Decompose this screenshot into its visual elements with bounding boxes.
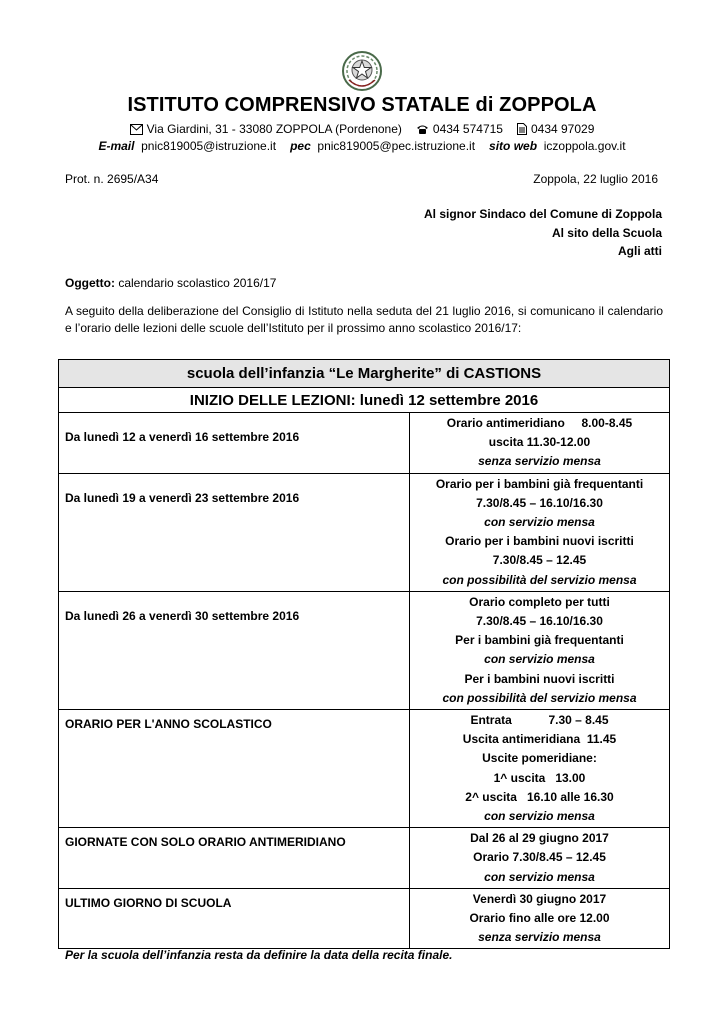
hours-line: con possibilità del servizio mensa xyxy=(442,572,637,587)
recipient: Al signor Sindaco del Comune di Zoppola xyxy=(423,207,662,221)
hours-line: 2^ uscita 16.10 alle 16.30 xyxy=(465,789,614,804)
school-title: ISTITUTO COMPRENSIVO STATALE di ZOPPOLA xyxy=(127,94,597,116)
envelope-icon xyxy=(130,124,143,135)
email-link[interactable]: pnic819005@istruzione.it xyxy=(141,139,277,153)
fax-icon xyxy=(517,123,527,135)
period-cell xyxy=(59,828,410,889)
hours-line: Venerdì 30 giugno 2017 xyxy=(472,891,607,906)
hours-line: senza servizio mensa xyxy=(478,454,601,469)
web-label: sito web xyxy=(489,139,538,153)
hours-line: con possibilità del servizio mensa xyxy=(442,690,637,705)
contact-line-online xyxy=(0,139,724,153)
hours-line: uscita 11.30-12.00 xyxy=(488,435,591,450)
pec-link[interactable]: pnic819005@pec.istruzione.it xyxy=(317,139,476,153)
hours-line: senza servizio mensa xyxy=(478,930,601,945)
recipients-block xyxy=(424,205,662,261)
table-row xyxy=(59,888,670,949)
period-label: Da lunedì 26 a venerdì 30 settembre 2016 xyxy=(65,608,300,623)
contact-line-address xyxy=(0,122,724,136)
school-name-row xyxy=(59,360,670,388)
fax-text: 0434 97029 xyxy=(530,122,595,136)
hours-line: 7.30/8.45 – 16.10/16.30 xyxy=(476,614,603,629)
hours-cell xyxy=(410,828,670,889)
hours-line: Orario per i bambini già frequentanti xyxy=(435,476,644,491)
start-date: INIZIO DELLE LEZIONI: lunedì 12 settembre 2016 xyxy=(59,388,670,413)
table-row xyxy=(59,473,670,591)
emblem-icon xyxy=(341,50,383,92)
hours-line: Per i bambini già frequentanti xyxy=(455,633,624,648)
email-label: E-mail xyxy=(98,139,135,153)
hours-line: 7.30/8.45 – 12.45 xyxy=(492,553,587,568)
hours-line: 7.30/8.45 – 16.10/16.30 xyxy=(476,495,603,510)
period-label: ORARIO PER L'ANNO SCOLASTICO xyxy=(65,717,272,732)
hours-line: 1^ uscita 13.00 xyxy=(493,770,586,785)
hours-line: Entrata 7.30 – 8.45 xyxy=(470,713,609,728)
pec-label: pec xyxy=(290,139,311,153)
recipient: Agli atti xyxy=(618,244,662,258)
recipient: Al sito della Scuola xyxy=(551,225,662,240)
hours-cell xyxy=(410,473,670,591)
protocol-number: Prot. n. 2695/A34 xyxy=(65,172,159,186)
subject-line xyxy=(65,276,276,290)
period-label: Da lunedì 19 a venerdì 23 settembre 2016 xyxy=(65,490,300,505)
hours-line: Uscite pomeridiane: xyxy=(482,751,597,766)
hours-cell xyxy=(410,888,670,949)
hours-line: con servizio mensa xyxy=(484,515,595,530)
schedule-table xyxy=(58,359,670,949)
hours-line: con servizio mensa xyxy=(484,809,595,824)
table-row xyxy=(59,591,670,709)
hours-cell xyxy=(410,413,670,474)
table-row xyxy=(59,413,670,474)
hours-line: con servizio mensa xyxy=(484,869,595,884)
hours-line: con servizio mensa xyxy=(484,652,595,667)
table-row xyxy=(59,710,670,828)
intro-paragraph: A seguito della deliberazione del Consiglio di Istituto nella seduta del 21 luglio 2016, si comunicano il calendario e l’orario delle lezioni delle scuole dell’Istituto per il prossimo anno scolastico 2016/17: xyxy=(65,304,663,335)
period-cell xyxy=(59,473,410,591)
hours-line: Dal 26 al 29 giugno 2017 xyxy=(470,831,609,846)
hours-line: Orario antimeridiano 8.00-8.45 xyxy=(446,416,633,430)
period-cell xyxy=(59,710,410,828)
hours-cell xyxy=(410,710,670,828)
period-label: ULTIMO GIORNO DI SCUOLA xyxy=(65,895,232,910)
start-date-row xyxy=(59,388,670,413)
hours-line: Orario fino alle ore 12.00 xyxy=(469,911,610,926)
subject-label: Oggetto: xyxy=(65,276,115,290)
hours-line: Per i bambini nuovi iscritti xyxy=(464,671,615,686)
phone-text: 0434 574715 xyxy=(432,122,503,136)
address-text: Via Giardini, 31 - 33080 ZOPPOLA (Pordenone) xyxy=(146,122,402,136)
hours-line: Orario 7.30/8.45 – 12.45 xyxy=(473,850,606,865)
hours-line: Orario completo per tutti xyxy=(469,594,610,609)
period-cell xyxy=(59,591,410,709)
web-link[interactable]: iczoppola.gov.it xyxy=(543,139,626,153)
footnote: Per la scuola dell’infanzia resta da definire la data della recita finale. xyxy=(65,948,453,962)
hours-cell xyxy=(410,591,670,709)
period-cell xyxy=(59,888,410,949)
hours-line: Uscita antimeridiana 11.45 xyxy=(462,732,617,747)
period-label: GIORNATE CON SOLO ORARIO ANTIMERIDIANO xyxy=(65,835,346,850)
subject-text: calendario scolastico 2016/17 xyxy=(118,276,277,290)
school-name: scuola dell’infanzia “Le Margherite” di CASTIONS xyxy=(59,360,670,388)
table-row xyxy=(59,828,670,889)
period-label: Da lunedì 12 a venerdì 16 settembre 2016 xyxy=(65,430,300,444)
period-cell xyxy=(59,413,410,474)
hours-line: Orario per i bambini nuovi iscritti xyxy=(445,534,634,549)
letter-date: Zoppola, 22 luglio 2016 xyxy=(533,172,658,186)
telephone-icon xyxy=(416,124,429,135)
